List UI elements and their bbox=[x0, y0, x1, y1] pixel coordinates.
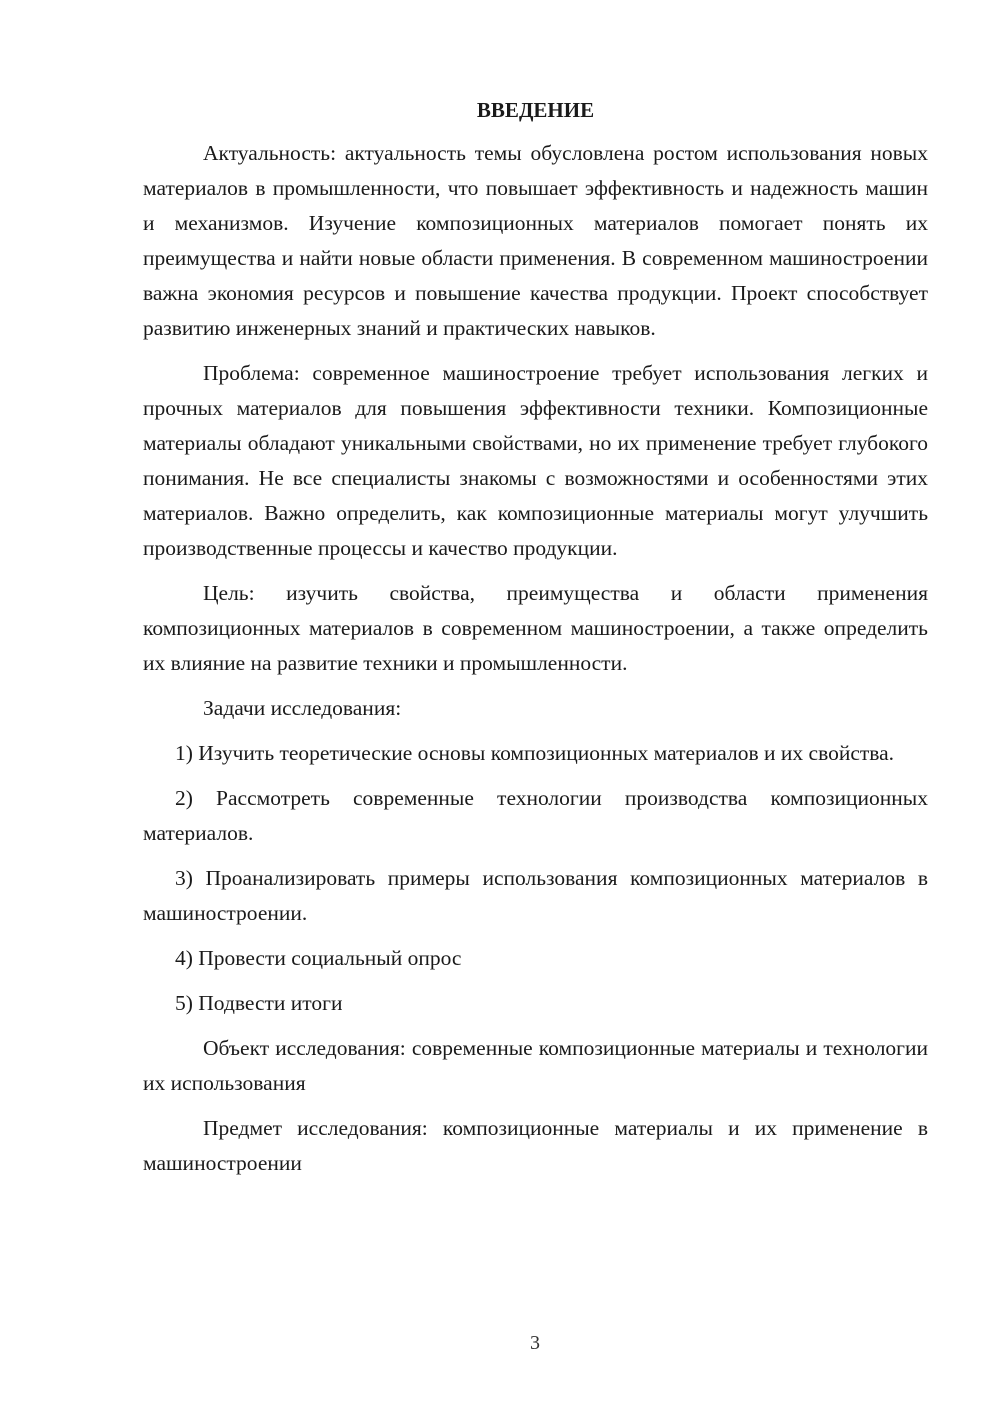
page-number: 3 bbox=[530, 1332, 540, 1354]
task-item-3: 3) Проанализировать примеры использования композиционных материалов в машиностроении. bbox=[143, 866, 928, 925]
task-item-1: 1) Изучить теоретические основы композиционных материалов и их свойства. bbox=[175, 741, 895, 765]
goal-paragraph: Цель: изучить свойства, преимущества и области применения композиционных материалов в современном машиностроении, а также определить их влияние на развитие техники и промышленности. bbox=[143, 581, 928, 675]
research-object-paragraph: Объект исследования: современные композиционные материалы и технологии их использования bbox=[143, 1036, 928, 1095]
section-title: ВВЕДЕНИЕ bbox=[476, 98, 595, 122]
task-item-4: 4) Провести социальный опрос bbox=[175, 946, 462, 970]
relevance-paragraph: Актуальность: актуальность темы обусловлена ростом использования новых материалов в промышленности, что повышает эффективность и надежность машин и механизмов. Изучение композиционных материалов помогает понять их преимущества и найти новые области применения. В современном машиностроении важна экономия ресурсов и повышение качества продукции. Проект способствует развитию инженерных знаний и практических навыков. bbox=[143, 141, 928, 340]
tasks-heading: Задачи исследования: bbox=[203, 696, 402, 720]
task-item-5: 5) Подвести итоги bbox=[175, 991, 343, 1015]
research-subject-paragraph: Предмет исследования: композиционные материалы и их применение в машиностроении bbox=[143, 1116, 928, 1175]
problem-paragraph: Проблема: современное машиностроение требует использования легких и прочных материалов для повышения эффективности техники. Композиционные материалы обладают уникальными свойствами, но их применение требует глубокого понимания. Не все специалисты знакомы с возможностями и особенностями этих материалов. Важно определить, как композиционные материалы могут улучшить производственные процессы и качество продукции. bbox=[143, 361, 928, 560]
document-page bbox=[143, 93, 928, 1191]
task-item-2: 2) Рассмотреть современные технологии производства композиционных материалов. bbox=[143, 786, 928, 845]
